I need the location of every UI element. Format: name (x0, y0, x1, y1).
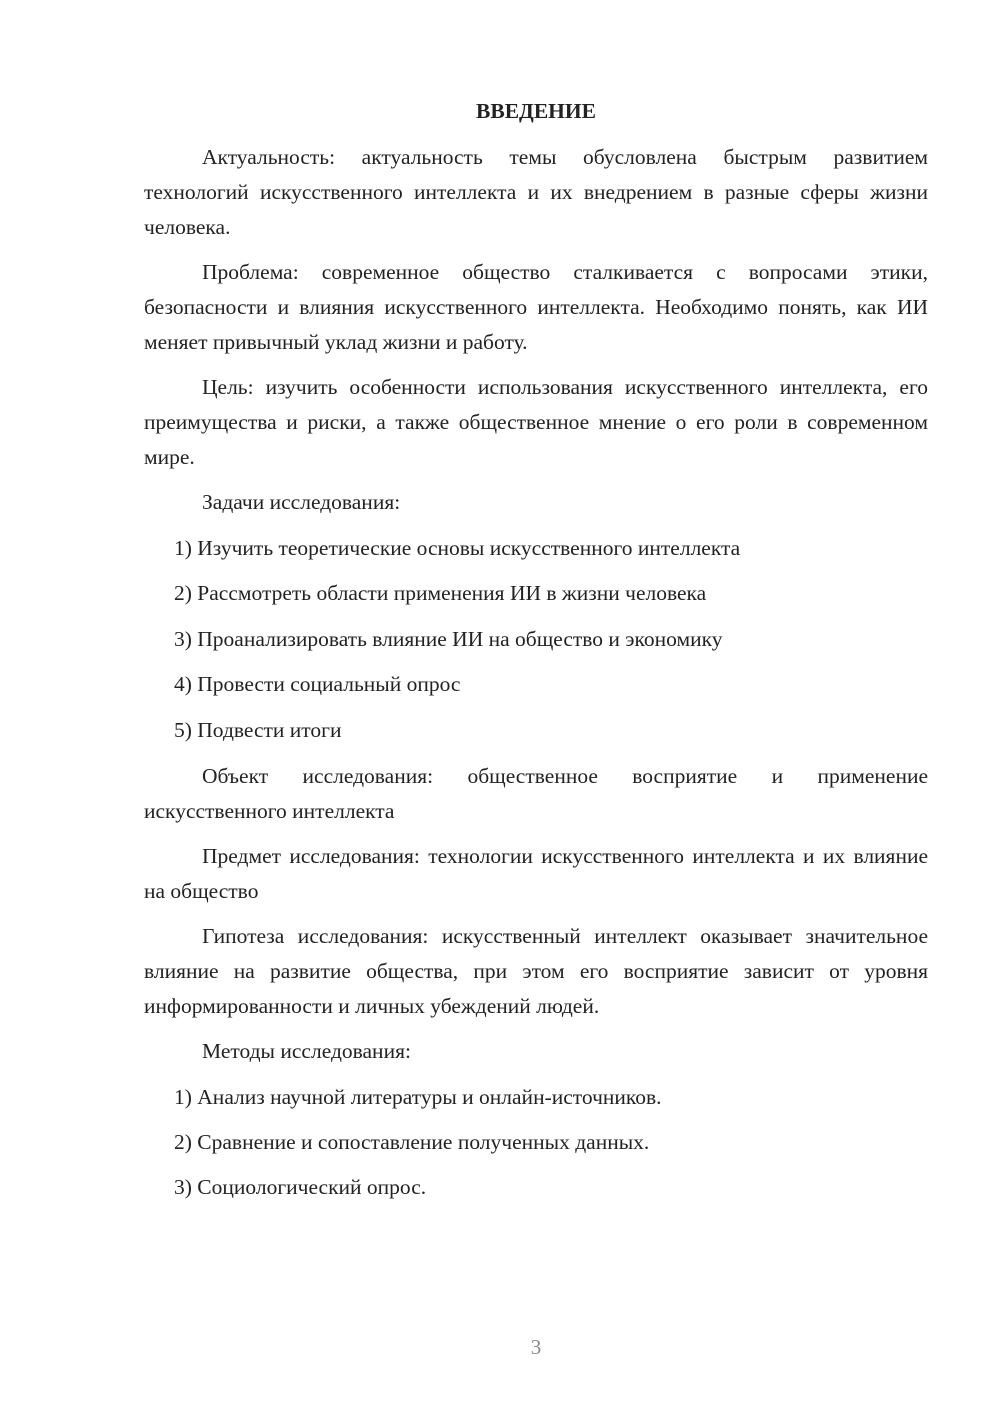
object-paragraph: Объект исследования: общественное восприятие и применение искусственного интеллекта (144, 763, 928, 823)
page-content (144, 96, 928, 1216)
tasks-heading: Задачи исследования: (202, 490, 401, 514)
list-item: 4) Провести социальный опрос (174, 672, 461, 697)
tasks-list (144, 531, 928, 748)
methods-heading: Методы исследования: (202, 1038, 411, 1063)
page-number: 3 (530, 1335, 542, 1359)
goal-paragraph: Цель: изучить особенности использования искусственного интеллекта, его преимущества и риски, а также общественное мнение о его роли в современном мире. (144, 375, 928, 469)
section-title: ВВЕДЕНИЕ (476, 99, 596, 123)
list-item: 3) Проанализировать влияние ИИ на общество и экономику (174, 626, 723, 651)
hypothesis-paragraph: Гипотеза исследования: искусственный интеллект оказывает значительное влияние на развитие общества, при этом его восприятие зависит от уровня информированности и личных убеждений людей. (144, 923, 928, 1018)
subject-paragraph: Предмет исследования: технологии искусственного интеллекта и их влияние на общество (144, 843, 928, 903)
list-item: 1) Анализ научной литературы и онлайн-источников. (174, 1084, 662, 1109)
list-item: 5) Подвести итоги (174, 717, 342, 742)
list-item: 1) Изучить теоретические основы искусственного интеллекта (174, 536, 741, 560)
relevance-paragraph: Актуальность: актуальность темы обусловлена быстрым развитием технологий искусственного интеллекта и их внедрением в разные сферы жизни человека. (144, 145, 928, 239)
problem-paragraph: Проблема: современное общество сталкивается с вопросами этики, безопасности и влияния искусственного интеллекта. Необходимо понять, как ИИ меняет привычный уклад жизни и работу. (144, 260, 928, 354)
methods-list (144, 1080, 928, 1206)
list-item: 2) Рассмотреть области применения ИИ в жизни человека (174, 581, 707, 606)
list-item: 3) Социологический опрос. (174, 1175, 427, 1200)
list-item: 2) Сравнение и сопоставление полученных данных. (174, 1129, 650, 1154)
